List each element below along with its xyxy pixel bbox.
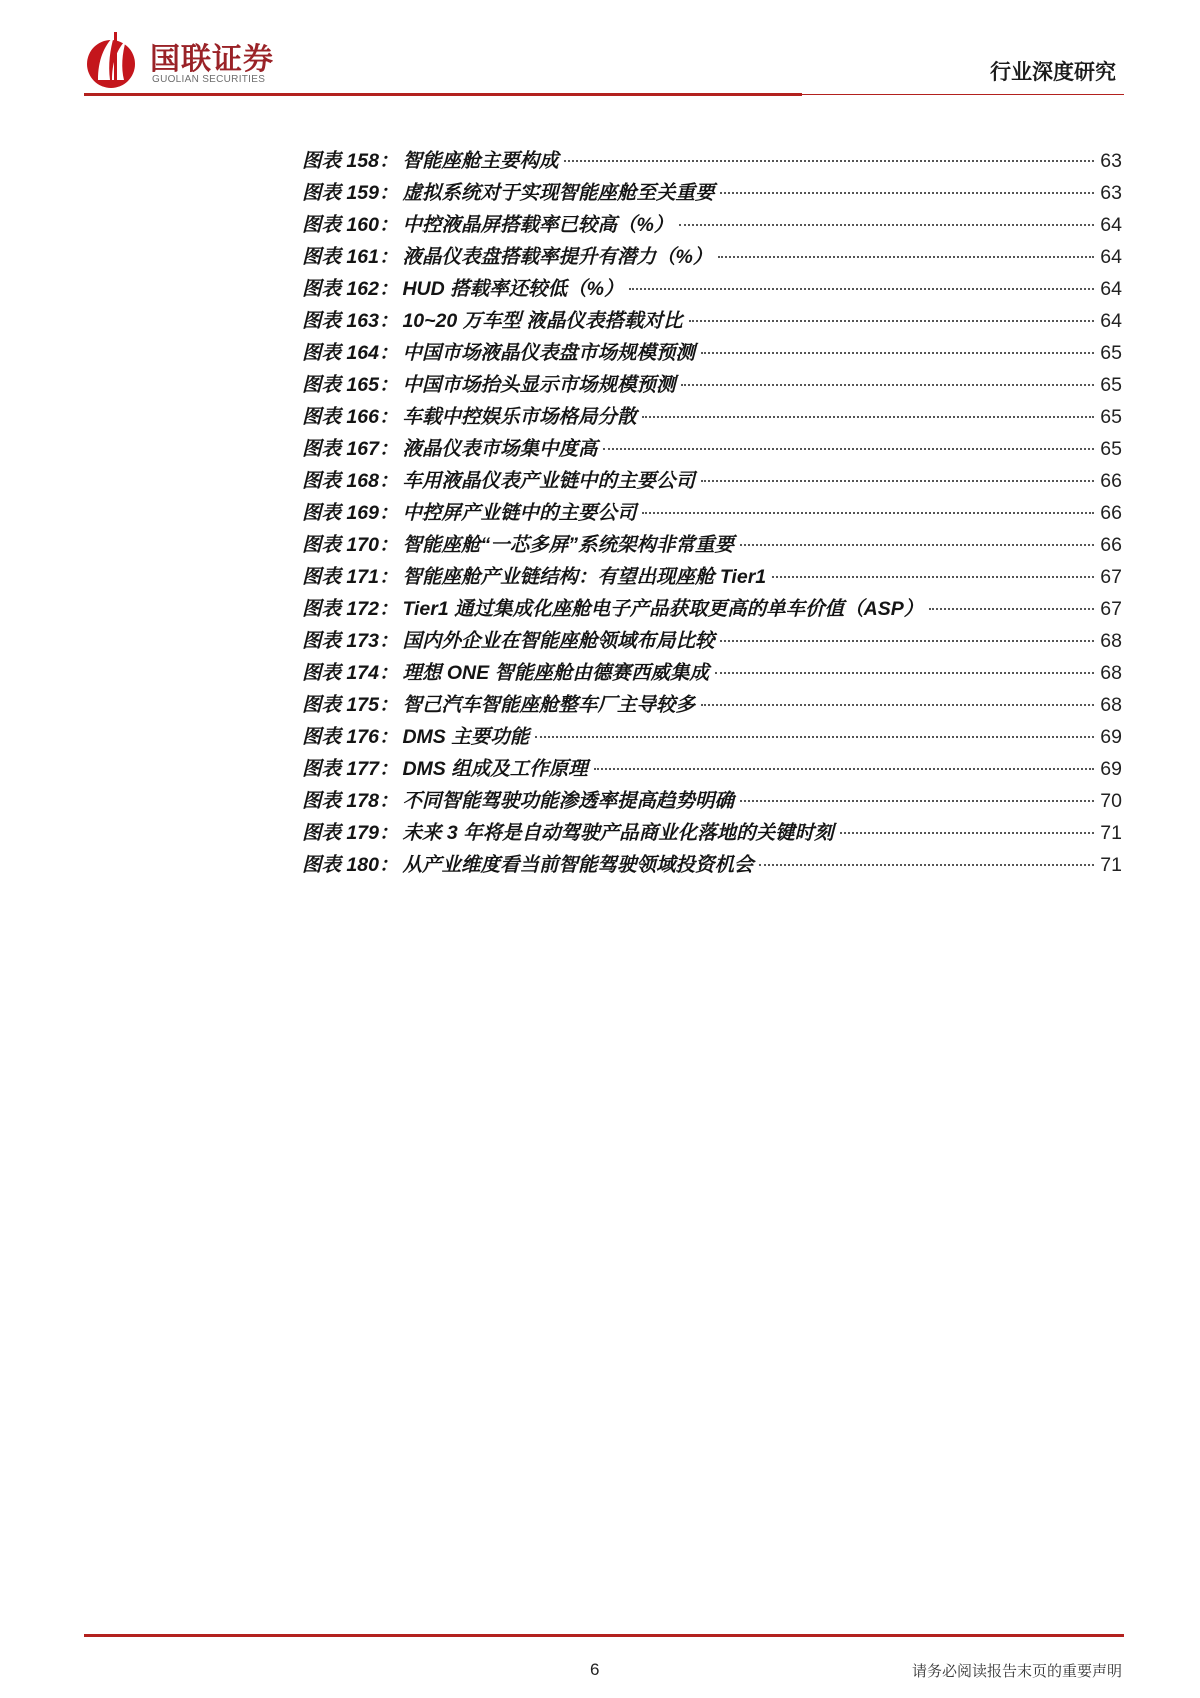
toc-entry-label: 图表 178：	[302, 790, 399, 812]
toc-leader-dots	[642, 512, 1094, 514]
toc-entry-label: 图表 162：	[302, 278, 399, 300]
toc-leader-dots	[759, 864, 1094, 866]
toc-entry-page: 65	[1100, 438, 1122, 460]
toc-entry-title: 车载中控娱乐市场格局分散	[402, 406, 637, 428]
toc-entry-label: 图表 164：	[302, 342, 399, 364]
toc-leader-dots	[718, 256, 1094, 258]
toc-entry-title: HUD 搭载率还较低（%）	[402, 278, 624, 300]
logo-text-cn: 国联证券	[150, 42, 274, 77]
toc-entry-label: 图表 161：	[302, 246, 399, 268]
toc-entry-title: Tier1 通过集成化座舱电子产品获取更高的单车价值（ASP）	[402, 598, 924, 620]
company-logo	[84, 30, 314, 92]
toc-entry[interactable]	[302, 657, 1122, 689]
toc-entry[interactable]	[302, 305, 1122, 337]
toc-leader-dots	[720, 192, 1094, 194]
toc-entry-title: 未来 3 年将是自动驾驶产品商业化落地的关键时刻	[402, 822, 834, 844]
toc-entry-title: 国内外企业在智能座舱领域布局比较	[402, 630, 715, 652]
toc-entry[interactable]	[302, 241, 1122, 273]
toc-entry-page: 65	[1100, 342, 1122, 364]
toc-entry[interactable]	[302, 497, 1122, 529]
toc-leader-dots	[720, 640, 1094, 642]
toc-leader-dots	[564, 160, 1094, 162]
toc-entry-label: 图表 163：	[302, 310, 399, 332]
toc-entry-page: 66	[1100, 534, 1122, 556]
page-header	[84, 26, 1124, 96]
toc-entry-page: 71	[1100, 854, 1122, 876]
toc-entry[interactable]	[302, 337, 1122, 369]
toc-entry[interactable]	[302, 561, 1122, 593]
toc-entry-title: 中控液晶屏搭载率已较高（%）	[402, 214, 674, 236]
header-divider-thin	[802, 94, 1124, 95]
toc-entry[interactable]	[302, 721, 1122, 753]
toc-entry-page: 68	[1100, 694, 1122, 716]
toc-entry-label: 图表 172：	[302, 598, 399, 620]
toc-entry-title: 10~20 万车型 液晶仪表搭载对比	[402, 310, 683, 332]
toc-entry-title: 中国市场抬头显示市场规模预测	[402, 374, 676, 396]
toc-leader-dots	[642, 416, 1094, 418]
toc-entry[interactable]	[302, 849, 1122, 881]
toc-entry-title: 中国市场液晶仪表盘市场规模预测	[402, 342, 695, 364]
toc-leader-dots	[740, 800, 1094, 802]
toc-entry[interactable]	[302, 529, 1122, 561]
toc-entry-label: 图表 166：	[302, 406, 399, 428]
toc-leader-dots	[535, 736, 1094, 738]
toc-entry-label: 图表 159：	[302, 182, 399, 204]
toc-entry-label: 图表 174：	[302, 662, 399, 684]
toc-entry-label: 图表 167：	[302, 438, 399, 460]
toc-entry-title: 理想 ONE 智能座舱由德赛西威集成	[402, 662, 710, 684]
toc-entry-title: 液晶仪表盘搭载率提升有潜力（%）	[402, 246, 713, 268]
toc-entry-label: 图表 177：	[302, 758, 399, 780]
toc-entry-page: 64	[1100, 214, 1122, 236]
toc-leader-dots	[679, 224, 1094, 226]
toc-entry-page: 63	[1100, 150, 1122, 172]
toc-entry[interactable]	[302, 145, 1122, 177]
footer-divider	[84, 1634, 1124, 1637]
toc-entry[interactable]	[302, 273, 1122, 305]
toc-entry-label: 图表 160：	[302, 214, 399, 236]
toc-entry-page: 66	[1100, 502, 1122, 524]
page-number: 6	[590, 1660, 600, 1679]
toc-entry-title: 车用液晶仪表产业链中的主要公司	[402, 470, 695, 492]
toc-leader-dots	[689, 320, 1095, 322]
toc-entry-title: 从产业维度看当前智能驾驶领域投资机会	[402, 854, 754, 876]
toc-leader-dots	[840, 832, 1095, 834]
toc-entry-page: 67	[1100, 598, 1122, 620]
logo-text-en: GUOLIAN SECURITIES	[152, 74, 266, 85]
toc-entry-label: 图表 175：	[302, 694, 399, 716]
toc-entry-page: 70	[1100, 790, 1122, 812]
toc-leader-dots	[629, 288, 1094, 290]
toc-entry[interactable]	[302, 177, 1122, 209]
toc-entry-title: 中控屏产业链中的主要公司	[402, 502, 637, 524]
toc-entry[interactable]	[302, 817, 1122, 849]
toc-entry-page: 64	[1100, 278, 1122, 300]
toc-entry-title: 智己汽车智能座舱整车厂主导较多	[402, 694, 695, 716]
toc-entry-page: 65	[1100, 374, 1122, 396]
toc-leader-dots	[740, 544, 1094, 546]
toc-entry-title: 智能座舱主要构成	[402, 150, 559, 172]
toc-entry-page: 63	[1100, 182, 1122, 204]
toc-entry-title: 不同智能驾驶功能渗透率提高趋势明确	[402, 790, 734, 812]
toc-leader-dots	[701, 352, 1094, 354]
footer-disclaimer: 请务必阅读报告末页的重要声明	[911, 1662, 1122, 1680]
toc-entry-label: 图表 158：	[302, 150, 399, 172]
toc-entry-page: 68	[1100, 630, 1122, 652]
toc-entry[interactable]	[302, 209, 1122, 241]
toc-entry[interactable]	[302, 625, 1122, 657]
toc-entry-title: 液晶仪表市场集中度高	[402, 438, 598, 460]
toc-entry-label: 图表 168：	[302, 470, 399, 492]
toc-entry[interactable]	[302, 465, 1122, 497]
toc-entry-page: 71	[1100, 822, 1122, 844]
toc-entry-page: 68	[1100, 662, 1122, 684]
toc-leader-dots	[681, 384, 1094, 386]
toc-entry-label: 图表 165：	[302, 374, 399, 396]
toc-entry-page: 65	[1100, 406, 1122, 428]
toc-entry-label: 图表 173：	[302, 630, 399, 652]
toc-entry-page: 69	[1100, 726, 1122, 748]
toc-entry[interactable]	[302, 785, 1122, 817]
toc-entry-page: 67	[1100, 566, 1122, 588]
toc-entry-page: 64	[1100, 246, 1122, 268]
toc-entry[interactable]	[302, 753, 1122, 785]
toc-entry-label: 图表 170：	[302, 534, 399, 556]
toc-leader-dots	[603, 448, 1094, 450]
toc-entry[interactable]	[302, 689, 1122, 721]
toc-leader-dots	[701, 704, 1094, 706]
toc-leader-dots	[929, 608, 1094, 610]
toc-entry-title: 智能座舱产业链结构：有望出现座舱 Tier1	[402, 566, 767, 588]
toc-entry-label: 图表 171：	[302, 566, 399, 588]
toc-leader-dots	[772, 576, 1094, 578]
toc-entry[interactable]	[302, 593, 1122, 625]
toc-leader-dots	[715, 672, 1094, 674]
toc-entry-label: 图表 169：	[302, 502, 399, 524]
toc-leader-dots	[594, 768, 1095, 770]
toc-entry-label: 图表 179：	[302, 822, 399, 844]
toc-entry-title: 虚拟系统对于实现智能座舱至关重要	[402, 182, 715, 204]
report-type-label: 行业深度研究	[990, 59, 1116, 84]
toc-entry-page: 69	[1100, 758, 1122, 780]
toc-entry[interactable]	[302, 369, 1122, 401]
toc-entry-label: 图表 180：	[302, 854, 399, 876]
toc-entry-title: DMS 主要功能	[402, 726, 530, 748]
toc-entry[interactable]	[302, 401, 1122, 433]
toc-entry-label: 图表 176：	[302, 726, 399, 748]
toc-entry[interactable]	[302, 433, 1122, 465]
toc-entry-title: 智能座舱“一芯多屏”系统架构非常重要	[402, 534, 734, 556]
toc-entry-page: 66	[1100, 470, 1122, 492]
toc-leader-dots	[701, 480, 1094, 482]
guolian-logo-icon	[84, 30, 140, 90]
toc-entry-page: 64	[1100, 310, 1122, 332]
toc-entry-title: DMS 组成及工作原理	[402, 758, 588, 780]
header-divider-thick	[84, 93, 802, 96]
figure-list	[302, 145, 1122, 881]
